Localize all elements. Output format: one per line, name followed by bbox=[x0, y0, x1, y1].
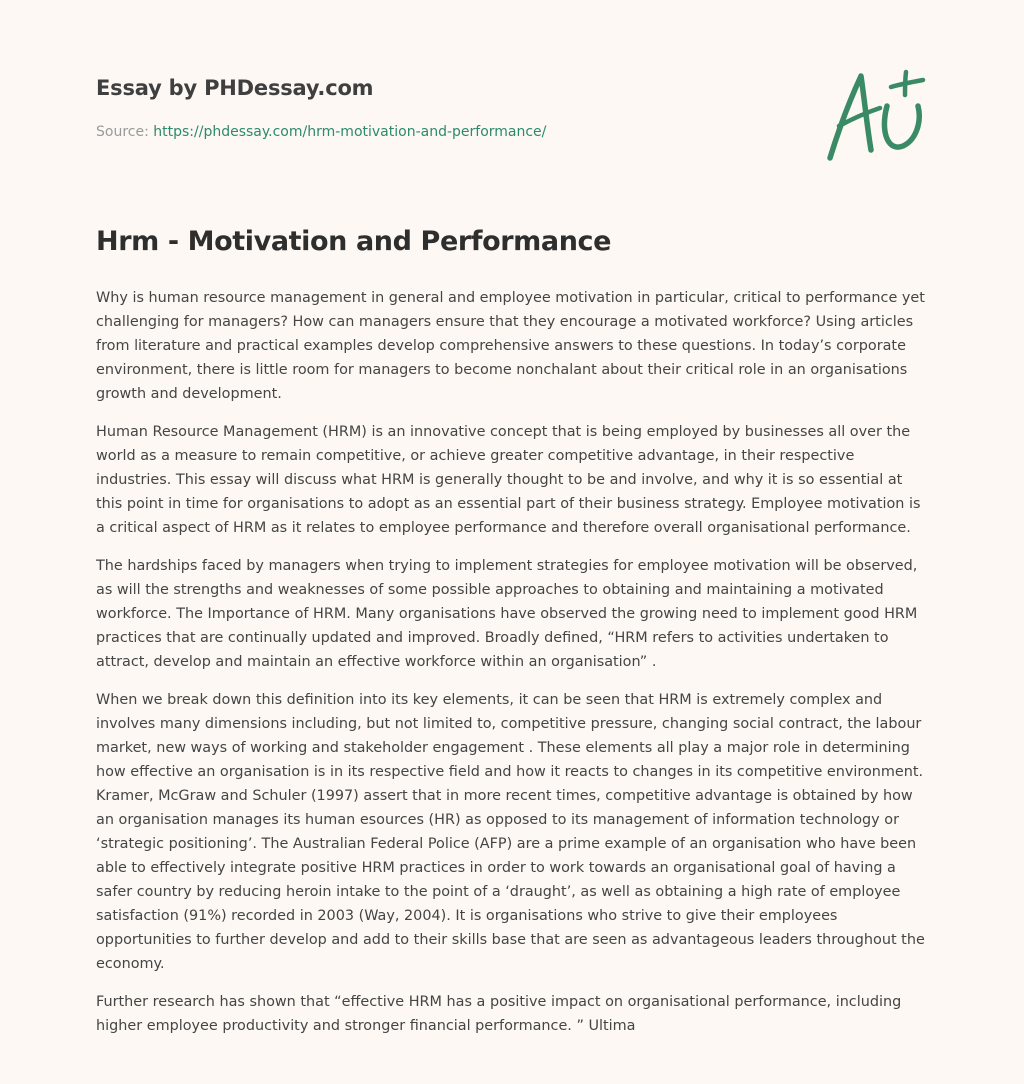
essay-paragraph-2: Human Resource Management (HRM) is an innovative concept that is being employed by businesses all over the world as a measure to remain competitive, or achieve greater competitive advantage, in their respective industries. This essay will discuss what HRM is generally thought to be and involve, and why it is so essential at this point in time for organisations to adopt as an essential part of their business strategy. Employee motivation is a critical aspect of HRM as it relates to employee performance and therefore overall organisational performance. bbox=[96, 424, 921, 536]
essay-paragraph-4: When we break down this definition into its key elements, it can be seen that HRM is extremely complex and involves many dimensions including, but not limited to, competitive pressure, changing social contract, the labour market, new ways of working and stakeholder engagement . These elements all play a major role in determining how effective an organisation is in its respective field and how it reacts to changes in its competitive environment. Kramer, McGraw and Schuler (1997) assert that in more recent times, competitive advantage is obtained by how an organisation manages its human esources (HR) as opposed to its management of information technology or ‘strategic positioning’. The Australian Federal Police (AFP) are a prime example of an organisation who have been able to effectively integrate positive HRM practices in order to work towards an organisational goal of having a safer country by reducing heroin intake to the point of a ‘draught’, as well as obtaining a high rate of employee satisfaction (91%) recorded in 2003 (Way, 2004). It is organisations who strive to give their employees opportunities to further develop and add to their skills base that are seen as advantageous leaders throughout the economy. bbox=[96, 692, 925, 972]
site-brand: Essay by PHDessay.com bbox=[96, 76, 374, 100]
source-label: Source: bbox=[96, 124, 149, 140]
essay-title: Hrm - Motivation and Performance bbox=[96, 226, 612, 257]
essay-paragraph-1: Why is human resource management in general and employee motivation in particular, critical to performance yet challenging for managers? How can managers ensure that they encourage a motivated workforce? Using articles from literature and practical examples develop comprehensive answers to these questions. In today’s corporate environment, there is little room for managers to become nonchalant about their critical role in an organisations growth and development. bbox=[96, 290, 925, 402]
essay-page bbox=[96, 0, 936, 1084]
essay-paragraph-5: Further research has shown that “effective HRM has a positive impact on organisational performance, including higher employee productivity and stronger financial performance. ” Ultima bbox=[96, 994, 902, 1034]
source-line bbox=[96, 124, 546, 140]
essay-paragraph-3: The hardships faced by managers when trying to implement strategies for employee motivation will be observed, as will the strengths and weaknesses of some possible approaches to obtaining and maintaining a motivated workforce. The Importance of HRM. Many organisations have observed the growing need to implement good HRM practices that are continually updated and improved. Broadly defined, “HRM refers to activities undertaken to attract, develop and maintain an effective workforce within an organisation” . bbox=[96, 558, 918, 670]
a-plus-logo-icon bbox=[826, 66, 928, 164]
source-link[interactable]: https://phdessay.com/hrm-motivation-and-performance/ bbox=[153, 124, 547, 140]
essay-body bbox=[96, 286, 932, 1052]
